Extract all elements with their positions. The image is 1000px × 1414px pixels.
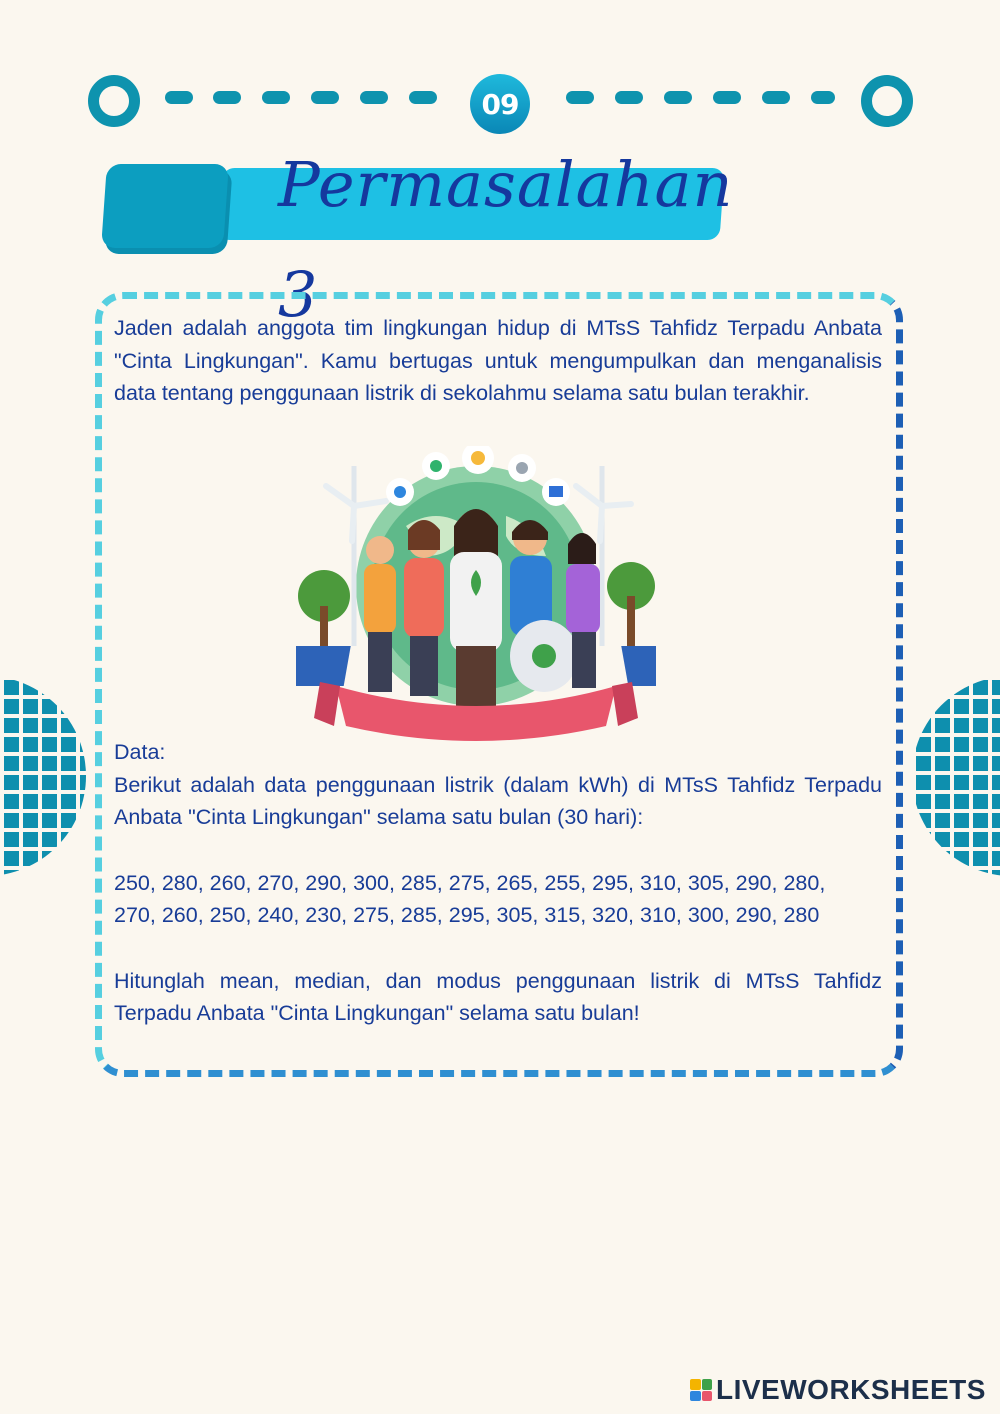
data-values-line-1: 250, 280, 260, 270, 290, 300, 285, 275, 265, 255, 295, 310, 305, 290, 280, xyxy=(114,870,826,895)
dash-decoration xyxy=(360,91,388,104)
question-text: Hitunglah mean, median, dan modus penggunaan listrik di MTsS Tahfidz Terpadu Anbata "Cinta Lingkungan" selama satu bulan! xyxy=(114,968,882,1025)
right-grid-circle-decoration xyxy=(912,676,1000,876)
spacer xyxy=(114,834,882,867)
dash-decoration xyxy=(213,91,241,104)
left-ring-decoration xyxy=(88,75,140,127)
page-title: Permasalahan 3 xyxy=(278,148,734,331)
data-label: Data: xyxy=(114,740,166,764)
intro-text: Jaden adalah anggota tim lingkungan hidup di MTsS Tahfidz Terpadu Anbata "Cinta Lingkungan". Kamu bertugas untuk mengumpulkan dan menganalisis data tentang penggunaan listrik di sekolahmu selama satu bulan terakhir. xyxy=(114,316,882,405)
watermark-text: LIVEWORKSHEETS xyxy=(716,1374,986,1405)
dash-decoration xyxy=(311,91,339,104)
left-grid-circle-decoration xyxy=(0,676,86,876)
spacer xyxy=(114,932,882,965)
data-description: Berikut adalah data penggunaan listrik (dalam kWh) di MTsS Tahfidz Terpadu Anbata "Cinta Lingkungan" selama satu bulan (30 hari): xyxy=(114,772,882,829)
page-number-badge: 09 xyxy=(470,74,530,134)
eco-team-illustration xyxy=(296,446,656,746)
title-banner-block xyxy=(101,164,229,248)
dash-decoration xyxy=(409,91,437,104)
right-ring-decoration xyxy=(861,75,913,127)
liveworksheets-logo-icon xyxy=(690,1379,712,1401)
dash-decoration xyxy=(762,91,790,104)
dash-decoration xyxy=(713,91,741,104)
dash-decoration xyxy=(811,91,835,104)
problem-data xyxy=(114,736,882,1030)
dash-decoration xyxy=(566,91,594,104)
dash-decoration xyxy=(165,91,193,104)
dash-decoration xyxy=(262,91,290,104)
problem-intro xyxy=(114,312,882,410)
dash-decoration xyxy=(615,91,643,104)
liveworksheets-watermark xyxy=(690,1372,986,1408)
data-values-line-2: 270, 260, 250, 240, 230, 275, 285, 295, 305, 315, 320, 310, 300, 290, 280 xyxy=(114,903,820,927)
dash-decoration xyxy=(664,91,692,104)
